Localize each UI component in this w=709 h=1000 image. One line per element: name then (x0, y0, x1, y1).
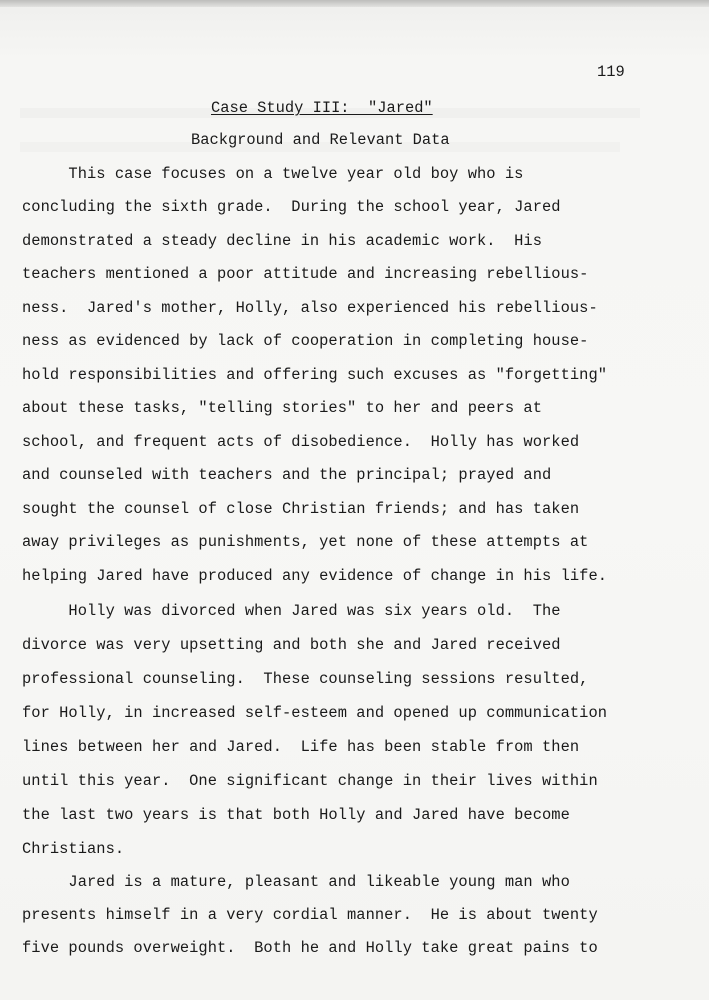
body-line: sought the counsel of close Christian friends; and has taken (22, 500, 580, 518)
body-line: teachers mentioned a poor attitude and increasing rebellious- (22, 265, 589, 283)
body-line: Jared is a mature, pleasant and likeable young man who (22, 873, 570, 891)
body-line: about these tasks, "telling stories" to her and peers at (22, 399, 543, 417)
body-line: concluding the sixth grade. During the school year, Jared (22, 198, 561, 216)
body-line: Christians. (22, 840, 125, 858)
case-study-title: Case Study III: "Jared" (211, 99, 433, 117)
body-line: for Holly, in increased self-esteem and opened up communication (22, 704, 608, 722)
body-line: professional counseling. These counseling sessions resulted, (22, 670, 589, 688)
body-line: and counseled with teachers and the principal; prayed and (22, 466, 552, 484)
body-line: school, and frequent acts of disobedience. Holly has worked (22, 433, 580, 451)
page-number: 119 (597, 63, 625, 81)
body-line: Holly was divorced when Jared was six years old. The (22, 602, 561, 620)
body-line: This case focuses on a twelve year old boy who is (22, 165, 524, 183)
section-subtitle: Background and Relevant Data (191, 131, 450, 149)
body-line: the last two years is that both Holly and Jared have become (22, 806, 570, 824)
body-line: ness as evidenced by lack of cooperation in completing house- (22, 332, 589, 350)
body-line: divorce was very upsetting and both she and Jared received (22, 636, 561, 654)
scan-top-edge (0, 0, 709, 7)
body-line: away privileges as punishments, yet none of these attempts at (22, 533, 589, 551)
body-line: helping Jared have produced any evidence of change in his life. (22, 567, 608, 585)
body-line: ness. Jared's mother, Holly, also experienced his rebellious- (22, 299, 598, 317)
body-line: five pounds overweight. Both he and Holly take great pains to (22, 939, 598, 957)
body-line: presents himself in a very cordial manner. He is about twenty (22, 906, 598, 924)
body-line: hold responsibilities and offering such excuses as "forgetting" (22, 366, 608, 384)
body-line: demonstrated a steady decline in his academic work. His (22, 232, 543, 250)
body-line: lines between her and Jared. Life has been stable from then (22, 738, 580, 756)
body-line: until this year. One significant change in their lives within (22, 772, 598, 790)
